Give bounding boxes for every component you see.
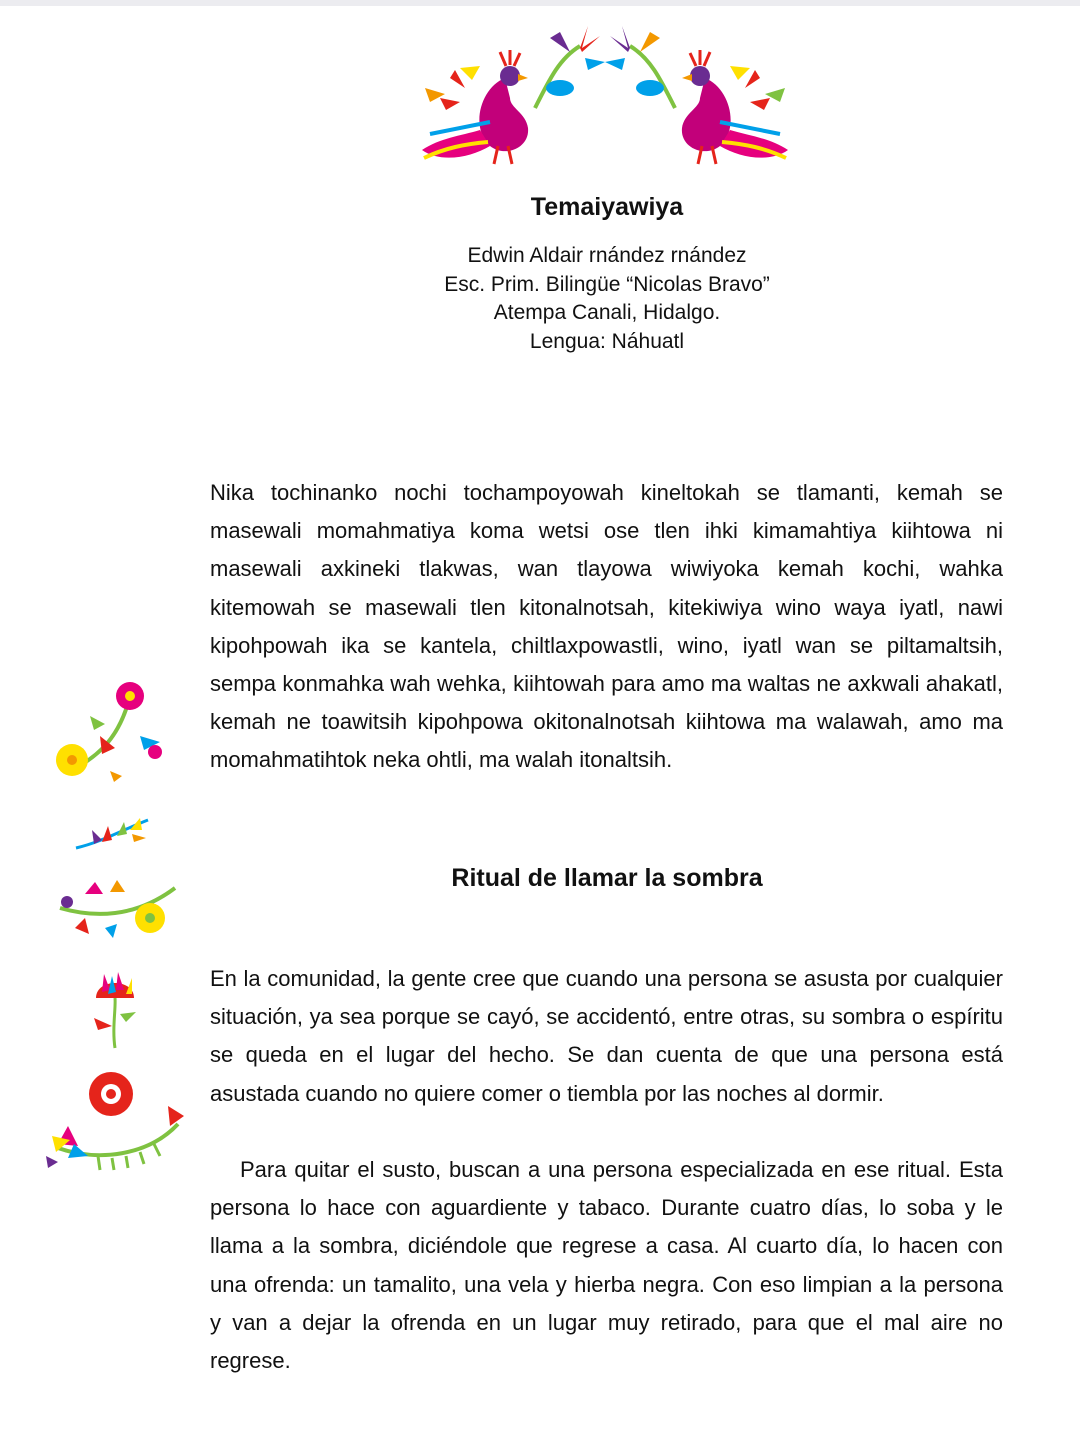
school-name: Esc. Prim. Bilingüe “Nicolas Bravo”	[444, 272, 770, 296]
top-border	[0, 0, 1080, 6]
section-title: Ritual de llamar la sombra	[451, 864, 763, 892]
flower-garland-icon	[38, 1066, 188, 1172]
flower-branch-icon	[55, 878, 180, 948]
nahuatl-paragraph: Nika tochinanko nochi tochampoyowah kineltokah se tlamanti, kemah se masewali momahmatiya koma wetsi ose tlen ihki kimamahtiya kiihtowa ni masewali axkineki tlakwas, wan tlayowa wiwiyoka kemah kochi, wahka kitemowah se masewali tlen kitonalnotsah, kitekiwiya wino waya iyatl, nawi kipohpowah ika se kantela, chiltlaxpowastli, wino, iyatl wan se piltamaltsih, sempa konmahka wah wehka, kiihtowah para amo ma waltas ne axkwali ahakatl, kemah ne toawitsih kipohpowa okitonalnotsah kiihtowa ma walawah, amo ma momahmatihtok neka ohtli, ma walah itonaltsih.	[210, 480, 1003, 773]
spanish-paragraph-1: En la comunidad, la gente cree que cuando una persona se asusta por cualquier situación, ya sea porque se cayó, se accidentó, entre otras, su sombra o espíritu se queda en el lugar del hecho. Se dan cuenta de que una persona está asustada cuando no quiere comer o tiembla por las noches al dormir.	[210, 966, 1003, 1106]
language-label: Lengua: Náhuatl	[529, 329, 685, 353]
author-name: Edwin Aldair rnández rnández	[467, 244, 747, 267]
right-bird-icon	[605, 26, 788, 164]
page-title: Temaiyawiya	[530, 193, 684, 221]
spanish-paragraph-2: Para quitar el susto, buscan a una persona especializada en ese ritual. Esta persona lo hace con aguardiente y tabaco. Durante cuatro días, lo soba y le llama a la sombra, diciéndole que regrese a casa. Al cuarto día, lo hacen con una ofrenda: un tamalito, una vela y hierba negra. Con eso limpian a la persona y van a dejar la ofrenda en un lugar muy retirado, para que el mal aire no regrese.	[210, 1157, 1003, 1374]
flower-sprig-icon	[50, 676, 180, 788]
leaf-sprig-icon	[72, 812, 152, 854]
flower-bouquet-icon	[82, 968, 148, 1050]
left-bird-icon	[422, 26, 605, 164]
location: Atempa Canali, Hidalgo.	[493, 301, 721, 324]
otomi-birds-illustration	[410, 18, 800, 170]
author-block	[0, 242, 1080, 356]
